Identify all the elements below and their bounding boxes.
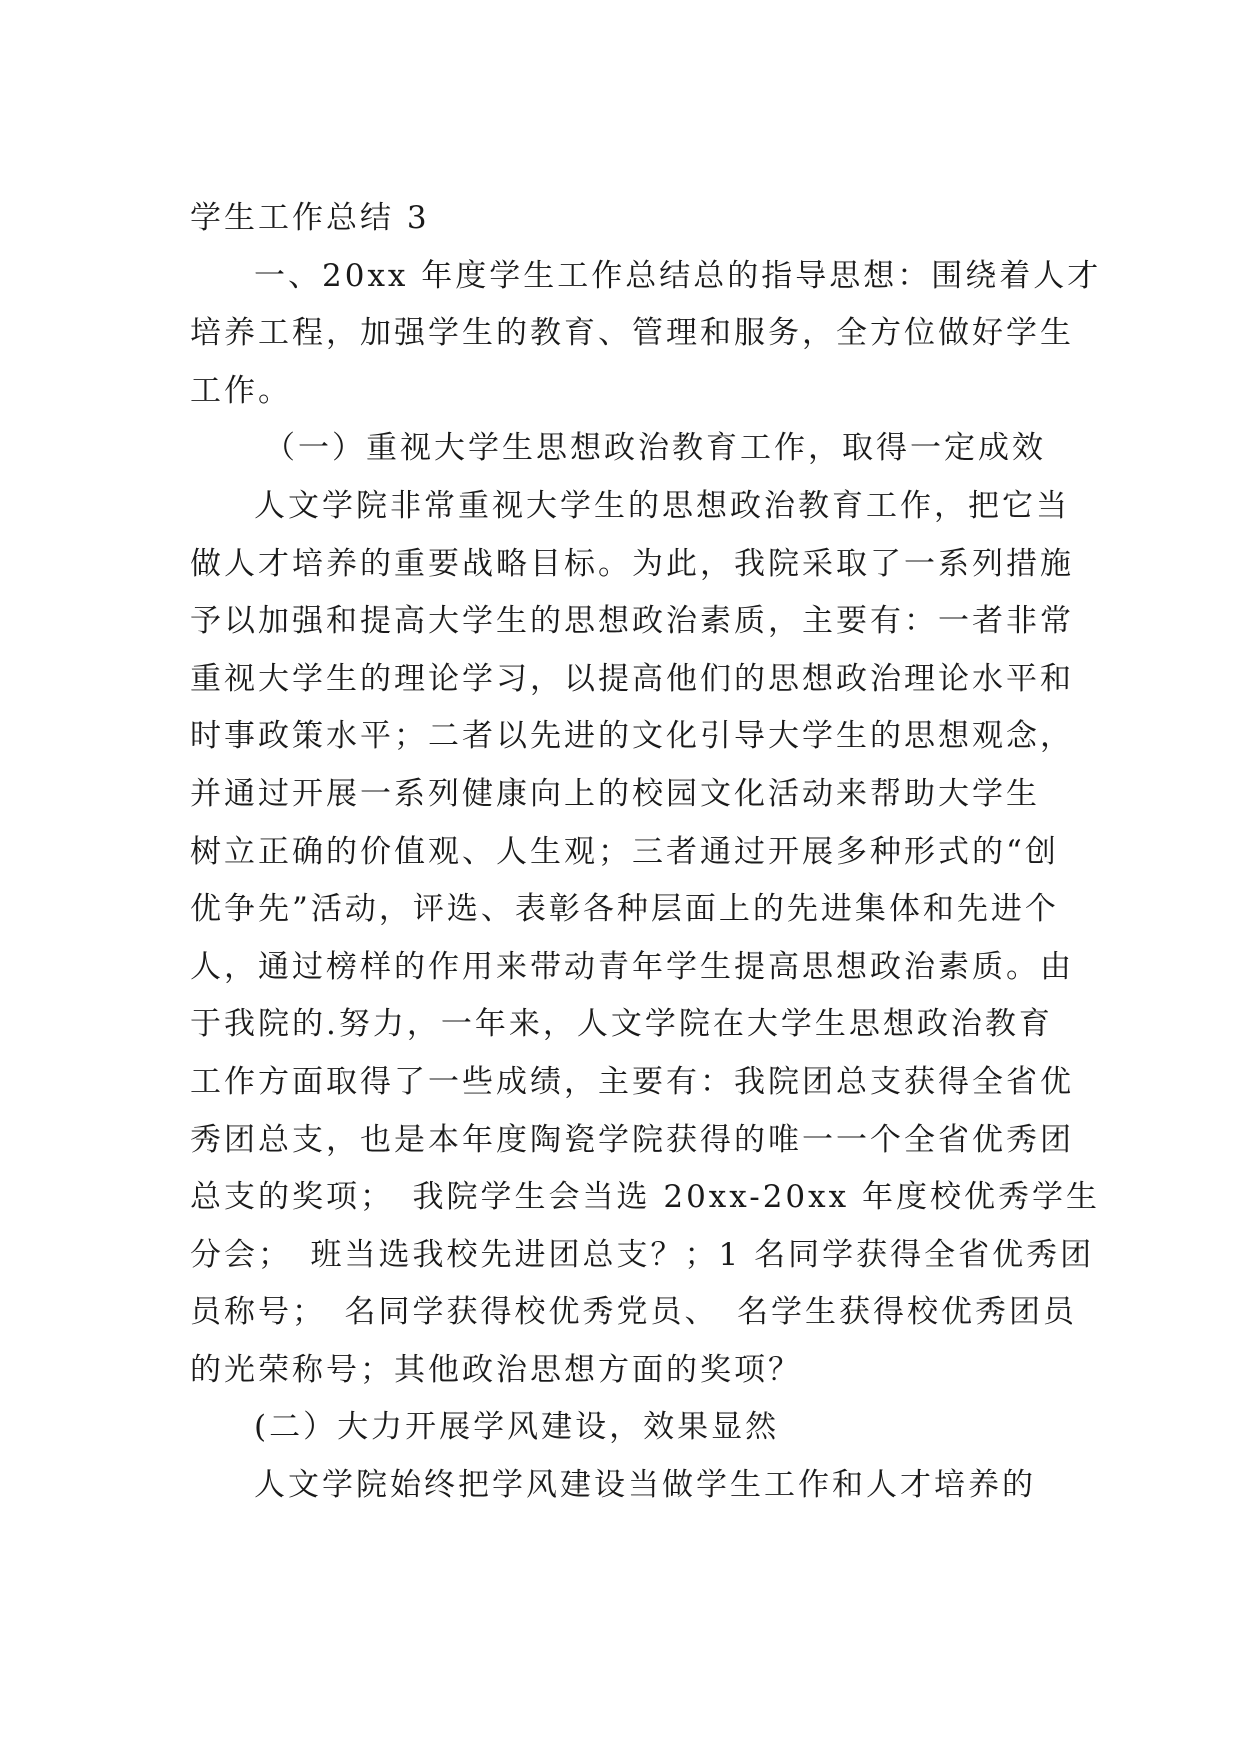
paragraph-line: 树立正确的价值观、人生观；三者通过开展多种形式的“创 — [190, 833, 1059, 870]
paragraph-line: 工作。 — [190, 372, 292, 409]
paragraph-line: 人，通过榜样的作用来带动青年学生提高思想政治素质。由 — [190, 948, 1074, 985]
paragraph-line: 时事政策水平；二者以先进的文化引导大学生的思想观念， — [190, 718, 1074, 755]
paragraph-line: 的光荣称号；其他政治思想方面的奖项？ — [190, 1351, 802, 1388]
section-heading: (二）大力开展学风建设，效果显然 — [254, 1409, 780, 1446]
paragraph-line: 秀团总支，也是本年度陶瓷学院获得的唯一一个全省优秀团 — [190, 1121, 1074, 1158]
paragraph-line: 做人才培养的重要战略目标。为此，我院采取了一系列措施 — [190, 545, 1074, 582]
paragraph-line: 并通过开展一系列健康向上的校园文化活动来帮助大学生 — [190, 775, 1040, 812]
paragraph-line: 工作方面取得了一些成绩，主要有：我院团总支获得全省优 — [190, 1063, 1074, 1100]
paragraph-line: 重视大学生的理论学习，以提高他们的思想政治理论水平和 — [190, 660, 1074, 697]
paragraph-line: 于我院的.努力，一年来，人文学院在大学生思想政治教育 — [190, 1006, 1053, 1043]
paragraph-line: 一、20xx 年度学生工作总结总的指导思想：围绕着人才 — [254, 257, 1102, 294]
paragraph-line: 人文学院非常重视大学生的思想政治教育工作，把它当 — [254, 487, 1070, 524]
document-body — [190, 190, 1102, 1515]
section-heading: （一）重视大学生思想政治教育工作，取得一定成效 — [264, 430, 1046, 467]
paragraph-line: 员称号； 名同学获得校优秀党员、 名学生获得校优秀团员 — [190, 1294, 1077, 1331]
document-title: 学生工作总结 3 — [190, 200, 430, 236]
paragraph-line: 培养工程，加强学生的教育、管理和服务，全方位做好学生 — [190, 315, 1074, 352]
paragraph-line: 优争先”活动，评选、表彰各种层面上的先进集体和先进个 — [190, 891, 1059, 928]
paragraph-line: 分会； 班当选我校先进团总支？；1 名同学获得全省优秀团 — [190, 1236, 1095, 1273]
paragraph-line: 人文学院始终把学风建设当做学生工作和人才培养的 — [254, 1467, 1036, 1504]
paragraph-line: 予以加强和提高大学生的思想政治素质，主要有：一者非常 — [190, 603, 1074, 640]
paragraph-line: 总支的奖项； 我院学生会当选 20xx-20xx 年度校优秀学生 — [190, 1179, 1100, 1216]
